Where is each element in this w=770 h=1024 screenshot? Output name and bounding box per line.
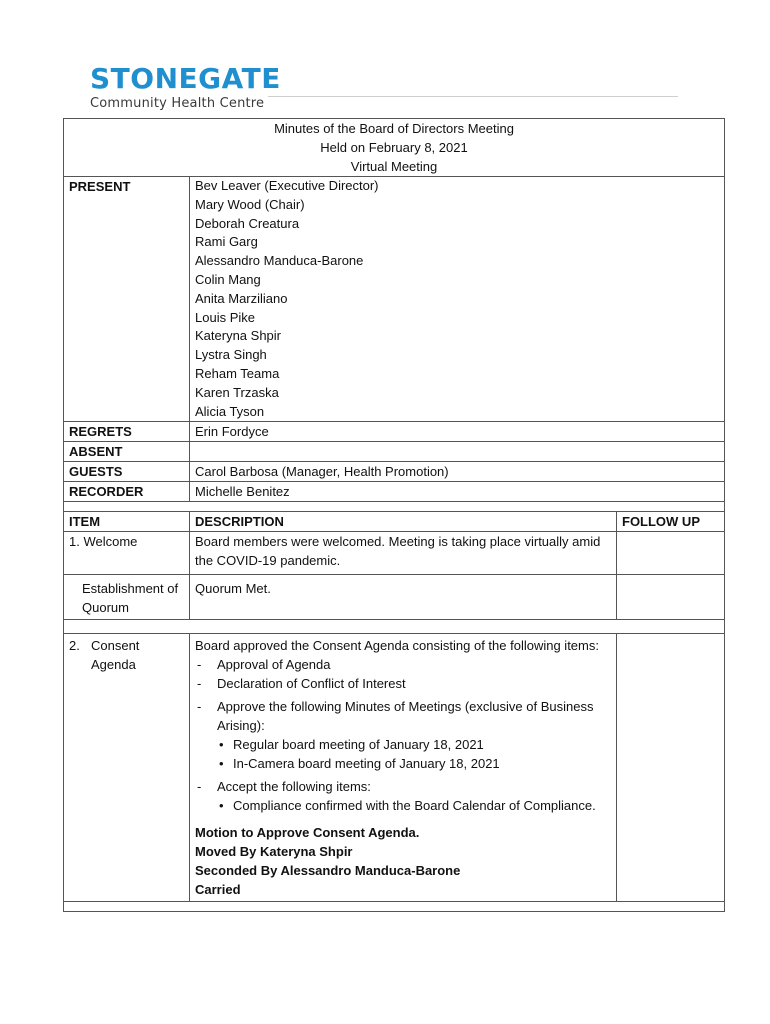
follow-up-column-header: FOLLOW UP xyxy=(617,512,725,532)
meeting-title: Minutes of the Board of Directors Meeting xyxy=(274,121,514,136)
description-column-header: DESCRIPTION xyxy=(190,512,617,532)
consent-item-number: 2. xyxy=(69,638,80,654)
consent-dash-text: - Accept the following items: xyxy=(217,779,371,795)
present-member: Mary Wood (Chair) xyxy=(195,196,305,212)
consent-row xyxy=(64,634,725,902)
welcome-item: 1. Welcome xyxy=(64,532,190,575)
recorder-value: Michelle Benitez xyxy=(190,482,725,502)
consent-dash-text: - Approve the following Minutes of Meetings (exclusive of Business Arising): xyxy=(217,699,594,734)
present-member: Reham Teama xyxy=(195,365,280,381)
consent-dash-list xyxy=(195,697,611,773)
consent-description xyxy=(190,634,617,902)
motion-result: Carried xyxy=(195,882,241,898)
spacer-cell xyxy=(64,620,725,634)
minutes-table xyxy=(63,118,725,912)
absent-value xyxy=(190,442,725,462)
welcome-description: Board members were welcomed. Meeting is taking place virtually amid the COVID-19 pandemic. xyxy=(190,532,617,575)
present-member: Alessandro Manduca-Barone xyxy=(195,253,364,269)
spacer-cell xyxy=(64,902,725,912)
accept-bullet-item: • Compliance confirmed with the Board Calendar of Compliance. xyxy=(217,796,611,815)
spacer-row xyxy=(64,902,725,912)
welcome-follow-up xyxy=(617,532,725,575)
present-member: Alicia Tyson xyxy=(195,403,265,419)
present-member: Rami Garg xyxy=(195,234,258,250)
consent-intro: Board approved the Consent Agenda consisting of the following items: xyxy=(195,638,599,654)
stonegate-logo xyxy=(90,64,281,111)
present-row xyxy=(64,177,725,422)
quorum-row xyxy=(64,575,725,620)
present-member: Deborah Creatura xyxy=(195,215,300,231)
meeting-date: Held on February 8, 2021 xyxy=(320,140,468,155)
recorder-label: RECORDER xyxy=(64,482,190,502)
consent-item-title: Consent Agenda xyxy=(91,638,140,673)
present-label: PRESENT xyxy=(64,177,190,422)
absent-row xyxy=(64,442,725,462)
item-column-header: ITEM xyxy=(64,512,190,532)
quorum-description: Quorum Met. xyxy=(190,575,617,620)
motion-text: Motion to Approve Consent Agenda. xyxy=(195,825,420,841)
absent-label: ABSENT xyxy=(64,442,190,462)
minutes-bullet-item: • In-Camera board meeting of January 18, 2021 xyxy=(217,754,611,773)
regrets-label: REGRETS xyxy=(64,422,190,442)
present-member: Karen Trzaska xyxy=(195,384,279,400)
present-member: Louis Pike xyxy=(195,309,255,325)
spacer-row xyxy=(64,502,725,512)
motion-moved-by: Moved By Kateryna Shpir xyxy=(195,844,353,860)
regrets-row xyxy=(64,422,725,442)
present-member: Lystra Singh xyxy=(195,347,267,363)
consent-item-label xyxy=(69,636,184,674)
meeting-header xyxy=(64,119,725,177)
minutes-bullet-item: • Regular board meeting of January 18, 2021 xyxy=(217,735,611,754)
consent-dash-item xyxy=(195,697,611,773)
guests-row xyxy=(64,462,725,482)
consent-item xyxy=(64,634,190,902)
logo-wordmark: STONEGATE xyxy=(90,62,281,95)
present-list xyxy=(190,177,725,422)
consent-dash-item: - Approval of Agenda xyxy=(195,655,611,674)
accept-bullet-list xyxy=(217,796,611,815)
header-divider xyxy=(268,96,678,97)
motion-block xyxy=(195,823,611,899)
consent-dash-list xyxy=(195,655,611,693)
consent-dash-list xyxy=(195,777,611,815)
column-header-row xyxy=(64,512,725,532)
present-member: Kateryna Shpir xyxy=(195,328,281,344)
consent-dash-item: - Declaration of Conflict of Interest xyxy=(195,674,611,693)
spacer-cell xyxy=(64,502,725,512)
present-member: Colin Mang xyxy=(195,271,261,287)
present-member: Anita Marziliano xyxy=(195,290,288,306)
welcome-row xyxy=(64,532,725,575)
consent-follow-up xyxy=(617,634,725,902)
logo-tagline: Community Health Centre xyxy=(90,96,265,111)
spacer-row xyxy=(64,620,725,634)
motion-seconded-by: Seconded By Alessandro Manduca-Barone xyxy=(195,863,461,879)
meeting-header-row xyxy=(64,119,725,177)
guests-label: GUESTS xyxy=(64,462,190,482)
recorder-row xyxy=(64,482,725,502)
quorum-follow-up xyxy=(617,575,725,620)
regrets-value: Erin Fordyce xyxy=(190,422,725,442)
guests-value: Carol Barbosa (Manager, Health Promotion) xyxy=(190,462,725,482)
meeting-type: Virtual Meeting xyxy=(350,159,438,174)
minutes-bullet-list xyxy=(217,735,611,773)
present-member: Bev Leaver (Executive Director) xyxy=(195,178,379,193)
quorum-item: Establishment of Quorum xyxy=(64,575,190,620)
consent-dash-item xyxy=(195,777,611,815)
